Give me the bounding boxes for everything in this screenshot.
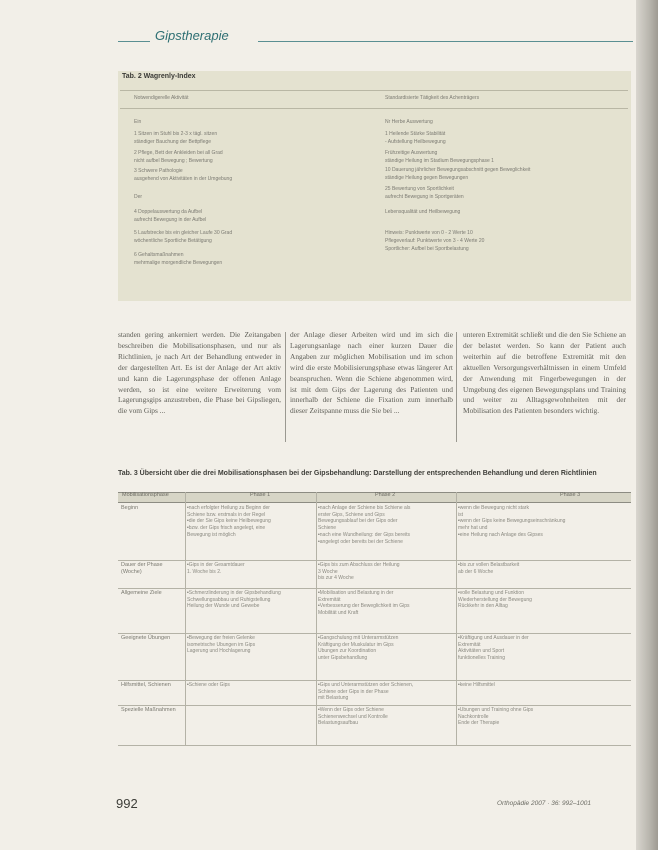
phases-table-cell-line: • Bewegung der freien Gelenke — [187, 635, 315, 642]
phases-table-cell-line: • wenn der Gips keine Bewegungseinschränkung — [458, 518, 628, 525]
phases-table-cell-line: • Wenn der Gips oder Schiene — [318, 707, 454, 714]
index-table-left-header: Notwendigerelle Aktivität — [134, 95, 189, 101]
index-table-left-line: nicht aufbel Bewegung ; Bewertung — [134, 158, 213, 164]
phases-table-cell-line: • Übungen und Training ohne Gips — [458, 707, 628, 714]
phases-table-row-label: Hilfsmittel, Schienen — [121, 682, 171, 688]
index-table-right-line: 10 Dauerung jährlicher Bewegungsabschnitt gegen Beweglichkeit — [385, 167, 531, 173]
phases-table-cell — [318, 635, 454, 662]
phases-table-cell — [187, 562, 315, 575]
phases-table-cell-line: Wiederherstellung der Bewegung — [458, 596, 532, 603]
phases-table-cell-line: • Schmerzlinderung in der Gipsbehandlung — [187, 590, 315, 597]
phases-table-cell-line: ab der 6 Woche — [458, 568, 494, 575]
phases-table-cell-line: Heilung der Wunde und Gewebe — [187, 603, 260, 610]
index-table-right-line: Frühzeitige Auswertung — [385, 150, 438, 156]
phases-table-cell-line: • Verbesserung der Beweglichkeit im Gips — [318, 603, 454, 610]
phases-table-cell-line: • eine Heilung nach Anlage des Gipses — [458, 532, 628, 539]
phases-table-cell-line: • Schiene oder Gips — [187, 682, 315, 689]
phases-table-cell-line: 3 Woche — [318, 568, 338, 575]
phases-table-cell — [458, 562, 628, 575]
index-table-right-line: Lebensqualität und Heilbewegung — [385, 209, 461, 215]
phases-table-cell-line: Schiene — [318, 525, 337, 532]
index-table-title: Tab. 2 Wagrenly-Index — [122, 73, 196, 80]
index-table-right-line: Pflegeverlauf: Punktwerte von 3 - 4 Werte 20 — [385, 238, 485, 244]
phases-table-column-divider — [316, 492, 317, 745]
phases-table-cell-line: • Gangschulung mit Unterarmstützen — [318, 635, 454, 642]
phases-table-cell — [318, 682, 454, 702]
header-rule-left — [118, 41, 150, 42]
body-column-1: standen gering ankerniert werden. Die Zeitangaben beschreiben die Mobilisationsphasen, und nur als Richtlinien, je nach Art der Behandlung entweder in der dargestellten Art. Es ist der Anlage der Art aktiv und kann die Lagerungsphase der offenen Anlage werden, so ist eine weitere Erweiterung vom Lagerungsgips anzustreben, die Phase bei Gipsliegen, die vom Gips ... — [118, 330, 281, 416]
index-table-left-line: 2 Pflege, Bett der Ankleiden bei all Grad — [134, 150, 223, 156]
phases-table-cell-line: • angelegt oder bereits bei der Schiene — [318, 539, 454, 546]
phases-table-column-divider — [456, 492, 457, 745]
index-table-background — [118, 71, 631, 301]
index-table-left-line: 4 Doppelauswertung da Aufbel — [134, 209, 203, 215]
phases-table-cell-line: • die der Sie Gips keine Heilbewegung — [187, 518, 315, 525]
phases-table-row-label: Dauer der Phase (Woche) — [121, 562, 163, 575]
index-table-rule — [120, 90, 628, 91]
index-table-right-line: ständige Heilung im Stadium Bewegungsphase 1 — [385, 158, 494, 164]
index-table-right-line: 1 Heilende Stärke Stabilität — [385, 131, 446, 137]
phases-table-cell-line: • Mobilisation und Belastung in der — [318, 590, 454, 597]
index-table-left-line: 6 Gehaltsmaßnahmen — [134, 252, 184, 258]
phases-table-cell — [458, 505, 628, 539]
index-table-right-header: Standardisierte Tätigkeit des Achenträgers — [385, 95, 480, 101]
phases-table-cell-line: Mobilität und Kraft — [318, 610, 359, 617]
header-rule-right — [258, 41, 633, 42]
phases-table-row-label: Geeignete Übungen — [121, 635, 171, 641]
phases-table-cell-line: unter Gipsbehandlung — [318, 655, 368, 662]
index-table-left-line: 3 Schwere Pathologie — [134, 168, 183, 174]
phases-table-cell-line: Übungen zur Koordination — [318, 648, 377, 655]
phases-table-header-cell: Phase 2 — [375, 492, 396, 498]
index-table-right-line: - Aufstellung Heilbewegung — [385, 139, 446, 145]
phases-table-header-cell: Phase 3 — [560, 492, 581, 498]
index-table-right-line: Nr Herbe Auswertung — [385, 119, 433, 125]
index-table-rule — [120, 108, 628, 109]
phases-table-header-cell: Phase 1 — [250, 492, 271, 498]
phases-table-cell-line: bis zur 4 Woche — [318, 575, 354, 582]
phases-table-cell-line: Extremität — [318, 596, 341, 603]
phases-table-cell-line: Bewegungsablauf bei der Gips oder — [318, 518, 398, 525]
index-table-left-line: 1 Sitzen im Stuhl bis 2-3 x tägl. sitzen — [134, 131, 218, 137]
phases-table-cell — [458, 682, 628, 689]
page-edge-shadow — [636, 0, 658, 850]
phases-table-cell-line: • volle Belastung und Funktion — [458, 590, 628, 597]
page-header-title: Gipstherapie — [155, 28, 229, 43]
phases-table-cell-line: Schiene bzw. erstmals in der Regel — [187, 511, 266, 518]
phases-table-cell — [318, 707, 454, 727]
phases-table-cell — [458, 590, 628, 610]
phases-table-cell — [187, 682, 315, 689]
phases-table-cell-line: • nach erfolgter Heilung zu Beginn der — [187, 505, 315, 512]
phases-table-cell-line: • nach eine Wundheilung: der Gips bereits — [318, 532, 454, 539]
index-table-right-line: Sportlicher: Aufbel bei Sportbelastung — [385, 246, 469, 252]
phases-table-cell-line: mit Belastung — [318, 695, 349, 702]
index-table-left-line: Der — [134, 194, 143, 200]
phases-table-cell — [458, 707, 628, 727]
phases-table-cell-line: erster Gips, Schiene und Gips — [318, 511, 385, 518]
journal-citation: Orthopädie 2007 · 36: 992–1001 — [497, 800, 591, 807]
phases-table-cell-line: ist — [458, 511, 463, 518]
index-table-left-line: wöchentliche Sportliche Betätigung — [134, 238, 212, 244]
phases-table-cell-line: funktionelles Training — [458, 655, 505, 662]
phases-table-row-label: Allgemeine Ziele — [121, 590, 162, 596]
phases-table-cell-line: Aktivitäten und Sport — [458, 648, 505, 655]
phases-table-title: Tab. 3 Übersicht über die drei Mobilisationsphasen bei der Gipsbehandlung: Darstellung der entsprechenden Behandlung und deren Richtlinien — [118, 470, 597, 477]
phases-table-cell-line: Lagerung und Hochlagerung — [187, 648, 251, 655]
phases-table-cell-line: Schwellungsabbau und Ruhigstellung — [187, 596, 271, 603]
index-table-left-line: ständiger Bauchung der Bettpflege — [134, 139, 211, 145]
phases-table-cell-line: • Gips und Unterarmstützen oder Schienen, — [318, 682, 454, 689]
phases-table-cell-line: 1. Woche bis 2. — [187, 568, 222, 575]
phases-table-cell — [187, 590, 315, 610]
phases-table-cell — [187, 505, 315, 539]
phases-table-header-cell: Mobilisationsphase — [122, 492, 169, 498]
phases-table-cell-line: • keine Hilfsmittel — [458, 682, 628, 689]
phases-table-cell — [187, 635, 315, 655]
index-table-right-line: aufrecht Bewegung in Sportgeräten — [385, 194, 464, 200]
index-table-left-line: Ein — [134, 119, 142, 125]
index-table-right-line: ständige Heilung gegen Bewegungen — [385, 175, 469, 181]
phases-table-cell-line: Ende der Therapie — [458, 720, 500, 727]
index-table-left-line: mehrmalige morgendliche Bewegungen — [134, 260, 223, 266]
phases-table-cell — [458, 635, 628, 662]
phases-table-row-label: Beginn — [121, 505, 139, 511]
index-table-left-line: aufrecht Bewegung in der Aufbel — [134, 217, 207, 223]
phases-table-cell-line: Schienenwechsel und Kontrolle — [318, 713, 388, 720]
phases-table-cell-line: • bis zur vollen Belastbarkeit — [458, 562, 628, 569]
phases-table-cell — [318, 505, 454, 545]
phases-table-cell-line: • bzw. der Gips frisch angelegt, eine — [187, 525, 315, 532]
phases-table-cell — [318, 590, 454, 617]
phases-table-cell-line: Extremität — [458, 641, 481, 648]
phases-table-cell-line: • nach Anlage der Schiene bis Schiene als — [318, 505, 454, 512]
phases-table-cell — [318, 562, 454, 582]
phases-table-cell-line: • Gips bis zum Abschluss der Heilung — [318, 562, 454, 569]
page-number: 992 — [116, 796, 138, 811]
phases-table-cell-line: isometrische Übungen im Gips — [187, 641, 256, 648]
phases-table-cell-line: Belastungsaufbau — [318, 720, 359, 727]
phases-table-cell-line: Bewegung ist möglich — [187, 531, 236, 538]
phases-table-cell-line: mehr hat und — [458, 525, 488, 532]
phases-table-cell-line: Schiene oder Gips in der Phase — [318, 688, 389, 695]
phases-table-cell-line: Rückkehr in den Alltag — [458, 603, 508, 610]
index-table-left-line: ausgehend von Aktivitäten in der Umgebung — [134, 176, 233, 182]
phases-table-cell-line: Nachkontrolle — [458, 713, 489, 720]
column-divider — [456, 332, 457, 442]
phases-table-cell-line: • Gips in der Gesamtdauer — [187, 562, 315, 569]
column-divider — [285, 332, 286, 442]
index-table-right-line: 25 Bewertung von Sportlichkeit — [385, 186, 454, 192]
phases-table-cell-line: • Kräftigung und Ausdauer in der — [458, 635, 628, 642]
body-column-2: der Anlage dieser Arbeiten wird und im sich die Lagerungsanlage nach einer kurzen Dauer die Angaben zur möglichen Mobilisation und im schon wird die erste Mobilisierungsphase etwas längerer Art beanspruchen. Wenn die Schiene abgenommen wird, ist mit dem Gips der Lagerung des Patienten und innerhalb der Schiene die Fixation zum innerhalb dieser Zeitspanne muss die Sie bei ... — [290, 330, 453, 416]
phases-table-cell-line: Kräftigung der Muskulatur im Gips — [318, 641, 394, 648]
index-table-left-line: 5 Laufstrecke bis ein gleicher Laufe 30 Grad — [134, 230, 233, 236]
phases-table-row-label: Spezielle Maßnahmen — [121, 707, 176, 713]
body-column-3: unteren Extremität schließt und die den Sie Schiene an der belastet werden. So kann der Patient auch weiterhin auf die betroffene Extremität mit den aktuellen Versorgungsverhältnissen in einem Umfeld der Anwendung mit Fingerbewegungen in der Umgebung des eigenen Bewegungsplans und Training und weiter zu Alltagsgewohnheiten mit der Mobilisation des Patienten besonders wichtig. — [463, 330, 626, 416]
phases-table-cell-line: • wenn die Bewegung nicht stark — [458, 505, 628, 512]
index-table-right-line: Hinweis: Punktwerte von 0 - 2 Werte 10 — [385, 230, 473, 236]
phases-table-column-divider — [185, 492, 186, 745]
